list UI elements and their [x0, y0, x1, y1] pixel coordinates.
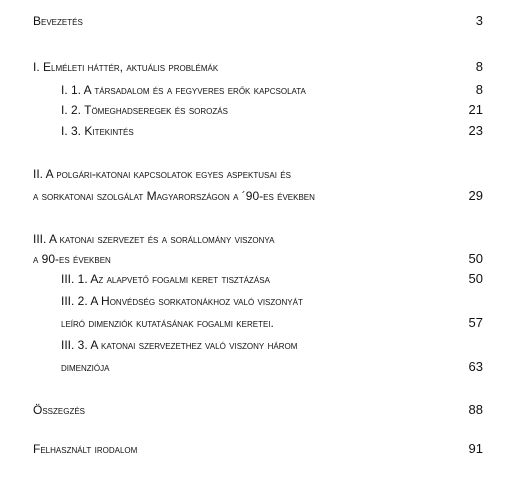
toc-entry-chapter-2-line1: II. A polgári-katonai kapcsolatok egyes aspektusai és — [33, 167, 291, 181]
toc-page-3-3: 63 — [468, 359, 483, 374]
toc-entry-1-3: I. 3. Kitekintés — [61, 124, 134, 138]
toc-page-chapter-1: 8 — [475, 59, 483, 74]
toc-entry-3-1: III. 1. Az alapvető fogalmi keret tisztázása — [61, 272, 270, 286]
toc-entry-1-1: I. 1. A társadalom és a fegyveres erők kapcsolata — [61, 83, 306, 97]
toc-entry-3-2-line1: III. 2. A Honvédség sorkatonákhoz való viszonyát — [61, 294, 303, 308]
toc-entry-irodalom: Felhasznált irodalom — [33, 442, 138, 456]
toc-entry-chapter-2-line2: a sorkatonai szolgálat Magyarországon a ´90-es években — [33, 189, 315, 203]
toc-entry-chapter-3-line1: III. A katonai szervezet és a sorállomány viszonya — [33, 232, 275, 246]
toc-entry-chapter-3-line2: a 90-es években — [33, 252, 111, 266]
toc-entry-3-2-line2: leíró dimenziók kutatásának fogalmi keretei. — [61, 316, 274, 330]
toc-page-chapter-3: 50 — [468, 251, 483, 266]
toc-entry-3-3-line2: dimenziója — [61, 360, 110, 374]
toc-page-chapter-2: 29 — [468, 188, 483, 203]
toc-entry-bevezetes: Bevezetés — [33, 14, 83, 28]
toc-page-1-3: 23 — [468, 123, 483, 138]
toc-page-osszegzes: 88 — [468, 402, 483, 417]
toc-entry-1-2: I. 2. Tömeghadseregek és sorozás — [61, 103, 228, 117]
toc-page-1-1: 8 — [475, 82, 483, 97]
toc-page-3-2: 57 — [468, 315, 483, 330]
toc-page-bevezetes: 3 — [475, 13, 483, 28]
toc-page-1-2: 21 — [468, 102, 483, 117]
toc-entry-chapter-1: I. Elméleti háttér, aktuális problémák — [33, 60, 219, 74]
toc-page-3-1: 50 — [468, 271, 483, 286]
toc-entry-osszegzes: Összegzés — [33, 403, 86, 417]
toc-page-irodalom: 91 — [468, 441, 483, 456]
toc-entry-3-3-line1: III. 3. A katonai szervezethez való viszony három — [61, 338, 298, 352]
